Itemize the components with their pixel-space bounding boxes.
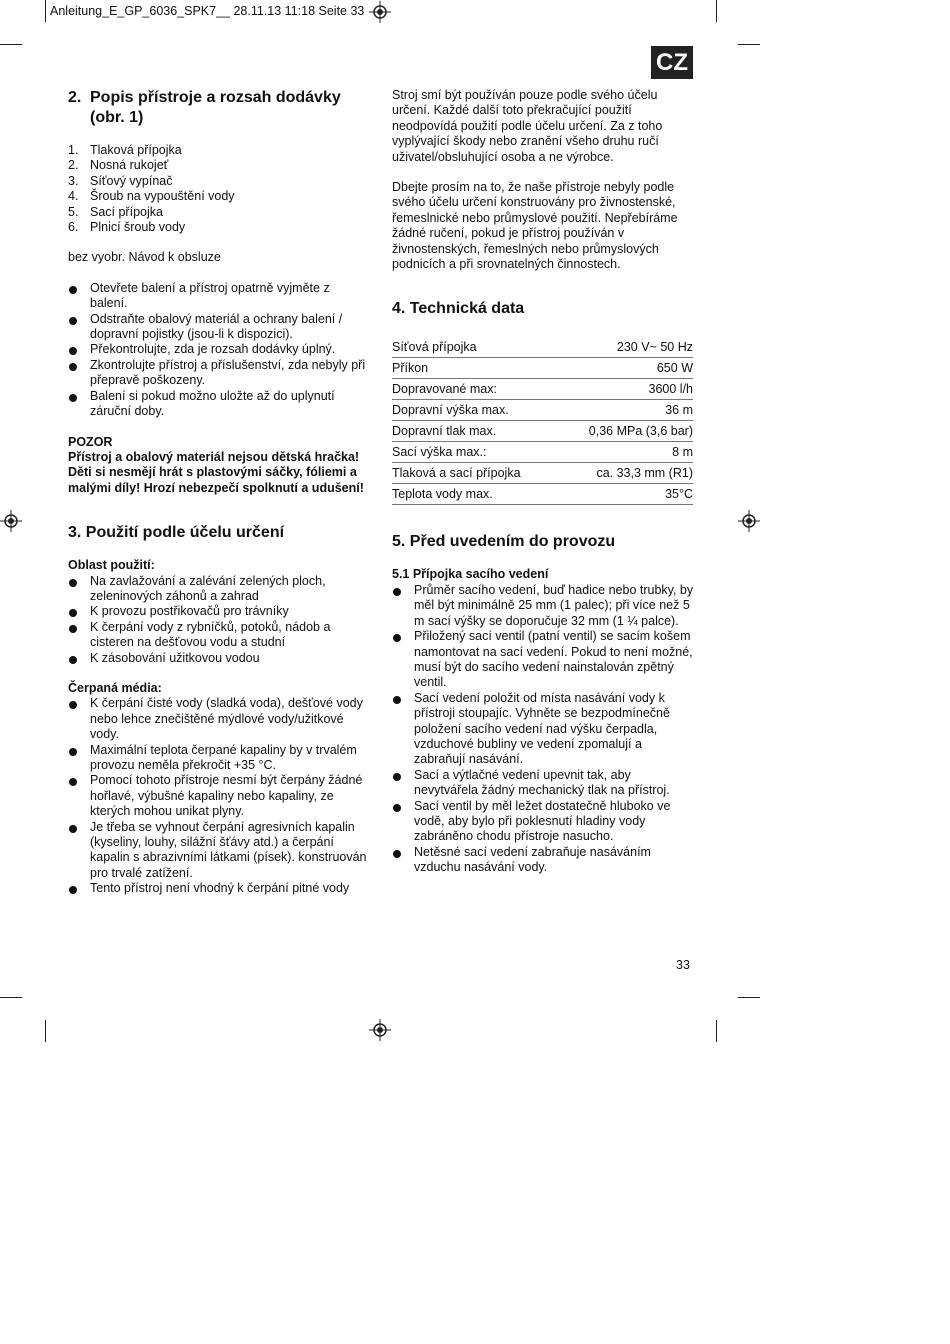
list-item: Průměr sacího vedení, buď hadice nebo trubky, by měl být minimálně 25 mm (1 palec); při více než 5 m sací výšky se doporučuje 32 mm (1 ¼ palce).	[392, 583, 694, 629]
crop-mark	[45, 0, 46, 22]
crop-mark	[716, 0, 717, 22]
list-item: Pomocí tohoto přístroje nesmí být čerpány žádné hořlavé, výbušné kapaliny nebo kapaliny, ze kterých mohou unikat plyny.	[68, 773, 370, 819]
list-item: Zkontrolujte přístroj a příslušenství, zda nebyly při přepravě poškozeny.	[68, 358, 370, 389]
list-item: Sací vedení položit od místa nasávání vody k přístroji stoupajíc. Vyhněte se bezpodmínečně položení sacího vedení nad výšku čerpadla, vzduchové bubliny ve vedení zpomalují a zabraňují nasávání.	[392, 691, 694, 768]
list-item: Maximální teplota čerpané kapaliny by v trvalém provozu neměla překročit +35 °C.	[68, 743, 370, 774]
area-title: Oblast použití:	[68, 558, 155, 573]
warning-title: POZOR	[68, 434, 113, 449]
area-list	[68, 574, 370, 666]
right-column	[392, 88, 694, 876]
parts-list	[68, 143, 370, 235]
no-figure-note: bez vyobr. Návod k obsluze	[68, 250, 221, 265]
table-row: Tlaková a sací přípojka ca. 33,3 mm (R1)	[392, 463, 693, 484]
registration-mark-icon	[369, 1019, 391, 1041]
list-item: 3. Síťový vypínač	[68, 173, 173, 188]
list-item: 5. Sací přípojka	[68, 204, 163, 219]
page-number: 33	[676, 958, 690, 972]
subsection-title: 5.1 Přípojka sacího vedení	[392, 567, 549, 582]
list-item: K čerpání vody z rybníčků, potoků, nádob a cisteren na dešťovou vodu a studní	[68, 620, 370, 651]
list-item: Odstraňte obalový materiál a ochrany balení / dopravní pojistky (jsou-li k dispozici).	[68, 312, 370, 343]
technical-data-table	[392, 337, 693, 505]
table-row: Sací výška max.: 8 m	[392, 442, 693, 463]
table-row: Teplota vody max. 35°C	[392, 484, 693, 505]
list-item: K čerpání čisté vody (sladká voda), dešťové vody nebo lehce znečištěné mýdlové vody/užitkové vody.	[68, 696, 370, 742]
list-item: Otevřete balení a přístroj opatrně vyjměte z balení.	[68, 281, 370, 312]
list-item: Balení si pokud možno uložte až do uplynutí záruční doby.	[68, 389, 370, 420]
table-row: Síťová přípojka 230 V~ 50 Hz	[392, 337, 693, 358]
list-item: 4. Šroub na vypouštění vody	[68, 189, 235, 204]
list-item: Sací a výtlačné vedení upevnit tak, aby nevytvářela žádný mechanický tlak na přístroj.	[392, 768, 694, 799]
section-5-title: 5. Před uvedením do provozu	[392, 533, 616, 551]
liability-paragraph: Dbejte prosím na to, že naše přístroje nebyly podle svého účelu určení konstruovány pro živnostenské, řemeslnické nebo průmyslové použití. Nepřebíráme žádné ručení, pokud je přístroj používán v živnostenských, řemeslných nebo průmyslových podnicích a při srovnatelných činnostech.	[392, 180, 678, 272]
section-3-title: 3. Použití podle účelu určení	[68, 524, 285, 542]
warning-text: Přístroj a obalový materiál nejsou dětská hračka! Děti si nesmějí hrát s plastovými sáčky, fóliemi a malými díly! Hrozí nebezpečí spolknutí a udušení!	[68, 449, 364, 495]
table-row: Dopravované max: 3600 l/h	[392, 379, 693, 400]
section-number: 2.	[68, 89, 82, 106]
registration-mark-icon	[738, 510, 760, 532]
media-list	[68, 696, 370, 896]
crop-mark	[0, 44, 22, 45]
list-item: K provozu postřikovačů pro trávníky	[68, 604, 370, 619]
list-item: Na zavlažování a zalévání zelených ploch, zeleninových záhonů a zahrad	[68, 574, 370, 605]
list-item: 6. Plnicí šroub vody	[68, 220, 186, 235]
table-row: Dopravní výška max. 36 m	[392, 400, 693, 421]
crop-mark	[716, 1020, 717, 1042]
list-item: Je třeba se vyhnout čerpání agresivních kapalin (kyseliny, louhy, silážní šťávy atd.) a čerpání kapalin s abrazivními látkami (písek). konstruován pro trvalé zatížení.	[68, 820, 370, 882]
crop-mark	[738, 44, 760, 45]
section-title-text: Popis přístroje a rozsah dodávky (obr. 1)	[90, 89, 341, 126]
table-row: Dopravní tlak max. 0,36 MPa (3,6 bar)	[392, 421, 693, 442]
section-4-title: 4. Technická data	[392, 300, 525, 318]
intended-use-paragraph: Stroj smí být používán pouze podle svého účelu určení. Každé další toto překračující použití neodpovídá použití podle účelu určení. Za z toho vyplývající škody nebo zranění všeho druhu ručí uživatel/obsluhující osoba a ne výrobce.	[392, 88, 663, 164]
media-title: Čerpaná média:	[68, 680, 162, 695]
list-item: K zásobování užitkovou vodou	[68, 651, 370, 666]
unpacking-list	[68, 281, 370, 420]
table-row: Příkon 650 W	[392, 358, 693, 379]
list-item: Sací ventil by měl ležet dostatečně hluboko ve vodě, aby bylo při poklesnutí hladiny vody zabráněno chodu přístroje nasucho.	[392, 799, 694, 845]
list-item: Překontrolujte, zda je rozsah dodávky úplný.	[68, 342, 370, 357]
left-column	[68, 88, 370, 897]
list-item: 2. Nosná rukojeť	[68, 158, 169, 173]
language-badge: CZ	[651, 46, 693, 79]
crop-mark	[45, 1020, 46, 1042]
registration-mark-icon	[369, 1, 391, 23]
crop-mark	[738, 997, 760, 998]
registration-mark-icon	[0, 510, 22, 532]
list-item: Tento přístroj není vhodný k čerpání pitné vody	[68, 881, 370, 896]
crop-mark	[0, 997, 22, 998]
list-item: Přiložený sací ventil (patní ventil) se sacím košem namontovat na sací vedení. Pokud to není možné, musí být do sacího vedení nainstalován zpětný ventil.	[392, 629, 694, 691]
print-header: Anleitung_E_GP_6036_SPK7__ 28.11.13 11:18 Seite 33	[50, 4, 365, 18]
suction-line-list	[392, 583, 694, 876]
list-item: 1. Tlaková přípojka	[68, 143, 182, 157]
list-item: Netěsné sací vedení zabraňuje nasáváním vzduchu nasávání vody.	[392, 845, 694, 876]
section-2-title	[68, 88, 370, 128]
